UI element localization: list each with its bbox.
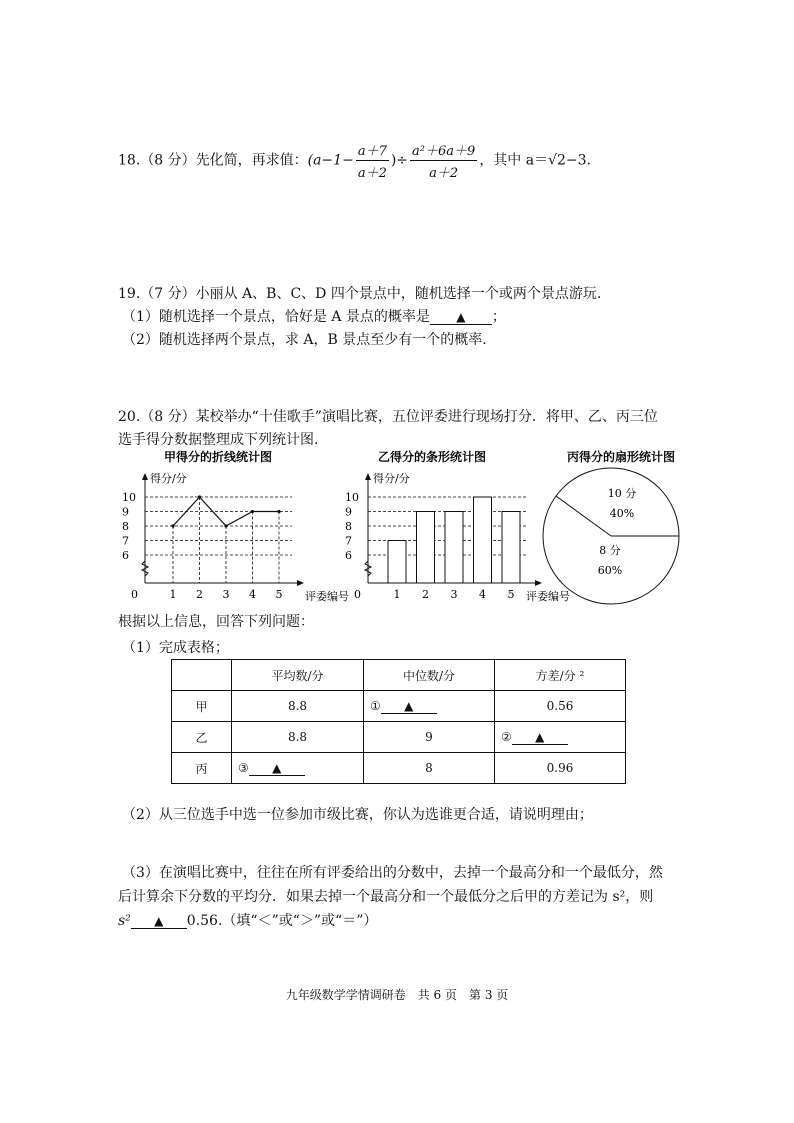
- bar-chart-ytick-label: 9: [345, 505, 352, 519]
- line-chart-origin: 0: [131, 588, 138, 601]
- table-row: [172, 691, 626, 722]
- table-cell-median: 8: [364, 753, 495, 784]
- bar-chart-xlabel: 评委编号: [526, 590, 570, 603]
- pie-slice-label-8: 8 分: [599, 544, 621, 557]
- bar-chart-ytick-label: 6: [345, 549, 352, 562]
- line-chart-ytick-label: 9: [122, 505, 129, 519]
- q20-stem-line1: 20.（8 分）某校举办“十佳歌手”演唱比赛，五位评委进行现场打分．将甲、乙、丙三位: [118, 409, 658, 425]
- bar-chart-xtick-label: 4: [479, 588, 486, 601]
- pie-slice-percent-8: 60%: [597, 564, 623, 577]
- table-cell-variance: 0.96: [495, 753, 626, 784]
- q20-part3-line3: [118, 910, 377, 930]
- q20-part1: （1）完成表格；: [122, 640, 229, 656]
- table-cell-name: 丙: [172, 753, 232, 784]
- line-chart-x-arrow-icon: [297, 580, 304, 586]
- bar-chart-x-arrow-icon: [535, 580, 542, 586]
- q20-answer-blank[interactable]: [131, 914, 187, 929]
- table-row: [172, 753, 626, 784]
- table-cell-mean: 8.8: [232, 722, 364, 753]
- q18-frac1-numerator: a＋7: [356, 140, 389, 161]
- q19-part1-end: ；: [491, 309, 506, 325]
- bar-chart-bar: [417, 512, 435, 584]
- bar-chart-bar: [474, 497, 492, 583]
- table-answer-blank[interactable]: [249, 761, 305, 776]
- line-chart-ytick-label: 6: [122, 549, 129, 562]
- bar-chart-xtick-label: 1: [393, 588, 401, 601]
- table-header-variance: 方差/分 ²: [495, 660, 626, 691]
- bar-chart-ytick-label: 10: [345, 491, 359, 504]
- q18-expr-open: (a−1−: [307, 152, 354, 169]
- bar-chart-title: 乙得分的条形统计图: [377, 450, 487, 464]
- q18-fraction-2: [410, 140, 477, 181]
- line-chart-ytick-label: 8: [122, 520, 129, 533]
- q19-stem: 19.（7 分）小丽从 A、B、C、D 四个景点中，随机选择一个或两个景点游玩.: [118, 286, 602, 302]
- blank-triangle-icon: ▲: [535, 729, 545, 744]
- line-chart-xlabel: 评委编号: [305, 590, 349, 603]
- q18-fraction-1: [356, 140, 389, 181]
- pie-chart: [543, 449, 679, 604]
- table-answer-blank[interactable]: [381, 699, 437, 714]
- bar-chart-ytick-label: 8: [345, 520, 352, 533]
- bar-chart-xtick-label: 3: [450, 588, 458, 601]
- blank-triangle-icon: ▲: [404, 698, 414, 713]
- page-footer: 九年级数学学情调研卷 共 6 页 第 3 页: [285, 988, 509, 1002]
- table-cell-name: 乙: [172, 722, 232, 753]
- bar-chart-bar: [388, 541, 406, 584]
- bar-chart-bar: [445, 512, 463, 584]
- line-chart-xtick-label: 5: [275, 588, 283, 601]
- table-header-row: [172, 660, 626, 691]
- blank-triangle-icon: ▲: [456, 310, 466, 324]
- bar-chart-xtick-label: 2: [422, 588, 429, 601]
- q18-frac2-numerator: a²＋6a＋9: [410, 140, 477, 161]
- table-header-mean: 平均数/分: [232, 660, 364, 691]
- question-18: [118, 140, 591, 181]
- pie-chart-title: 丙得分的扇形统计图: [566, 450, 676, 464]
- q18-frac2-denominator: a＋2: [429, 166, 459, 181]
- q18-prefix: 18.（8 分）先化简，再求值：: [118, 152, 308, 169]
- bar-chart-bar: [502, 512, 520, 584]
- line-chart-xtick-label: 4: [249, 588, 256, 601]
- q20-stem-line2: 选手得分数据整理成下列统计图.: [118, 432, 319, 448]
- q19-part2: （2）随机选择两个景点，求 A，B 景点至少有一个的概率.: [122, 332, 487, 348]
- blank-number: ③: [238, 760, 249, 775]
- pie-slice-label-10: 10 分: [607, 487, 637, 500]
- table-cell-variance-blank[interactable]: [495, 722, 626, 753]
- blank-number: ②: [501, 729, 512, 744]
- line-chart-y-arrow-icon: [142, 473, 148, 480]
- blank-number: ①: [370, 698, 381, 713]
- bar-chart: [345, 449, 570, 603]
- pie-chart-divider: [556, 496, 611, 536]
- stats-table: [171, 659, 626, 784]
- q20-part3-line1: （3）在演唱比赛中，往往在所有评委给出的分数中，去掉一个最高分和一个最低分，然: [122, 865, 663, 881]
- q19-answer-blank[interactable]: [430, 310, 492, 325]
- table-cell-median-blank[interactable]: [364, 691, 495, 722]
- table-cell-mean: 8.8: [232, 691, 364, 722]
- blank-triangle-icon: ▲: [154, 914, 164, 928]
- line-chart-ytick-label: 7: [122, 534, 129, 548]
- table-header-median: 中位数/分: [364, 660, 495, 691]
- line-chart-ytick-label: 10: [122, 491, 136, 504]
- pie-slice-percent-10: 40%: [609, 507, 635, 520]
- line-chart-xtick-label: 1: [169, 588, 177, 601]
- q20-after-charts: 根据以上信息，回答下列问题：: [118, 614, 314, 630]
- table-answer-blank[interactable]: [512, 730, 568, 745]
- line-chart-title: 甲得分的折线统计图: [163, 450, 273, 464]
- table-cell-variance: 0.56: [495, 691, 626, 722]
- bar-chart-y-arrow-icon: [365, 473, 371, 480]
- blank-triangle-icon: ▲: [272, 760, 282, 775]
- line-chart: [122, 449, 349, 603]
- table-header-corner: [172, 660, 232, 691]
- q20-s-squared: s²: [118, 913, 131, 929]
- q20-charts: [120, 445, 690, 605]
- bar-chart-xtick-label: 5: [507, 588, 515, 601]
- bar-chart-ytick-label: 7: [345, 534, 352, 548]
- q20-part3-line3-end: 0.56.（填“＜”或“＞”或“＝”）: [186, 913, 378, 929]
- table-cell-name: 甲: [172, 691, 232, 722]
- line-chart-xtick-label: 2: [196, 588, 203, 601]
- line-chart-ylabel: 得分/分: [150, 472, 187, 485]
- q20-part2: （2）从三位选手中选一位参加市级比赛，你认为选谁更合适，请说明理由；: [122, 807, 593, 823]
- table-cell-mean-blank[interactable]: [232, 753, 364, 784]
- bar-chart-origin: 0: [354, 588, 361, 601]
- line-chart-xtick-label: 3: [222, 588, 230, 601]
- q19-part1: [122, 306, 506, 326]
- q18-frac1-denominator: a＋2: [357, 166, 387, 181]
- table-row: [172, 722, 626, 753]
- bar-chart-ylabel: 得分/分: [373, 472, 410, 485]
- q18-expr-mid: )÷: [390, 152, 409, 169]
- table-cell-median: 9: [364, 722, 495, 753]
- q19-part1-text: （1）随机选择一个景点，恰好是 A 景点的概率是: [122, 309, 430, 325]
- q18-suffix: ，其中 a＝√2−3.: [479, 152, 592, 169]
- q20-part3-line2: 后计算余下分数的平均分．如果去掉一个最高分和一个最低分之后甲的方差记为 s²，则: [118, 889, 654, 905]
